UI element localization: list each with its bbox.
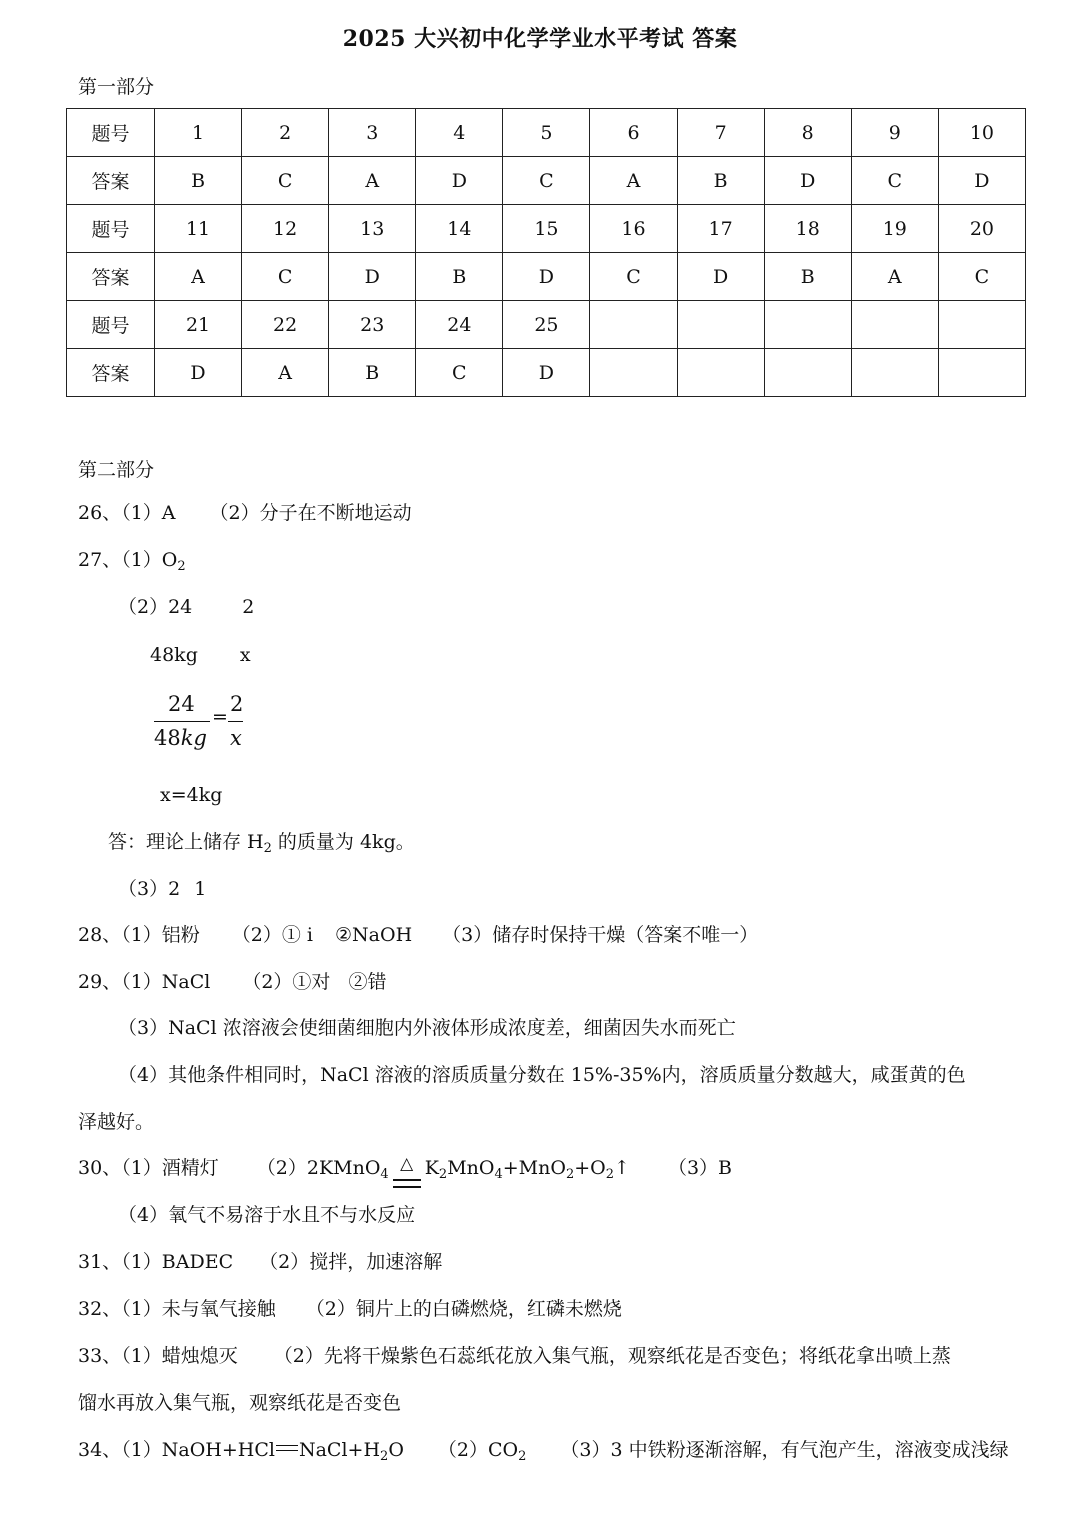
- reaction-equals-sign: [276, 1445, 298, 1451]
- q28-part1: （1）铝粉: [121, 924, 200, 946]
- q34-part2: $(2)CO_2$: [437, 1439, 527, 1464]
- q27-part1: （1）O: [121, 549, 178, 571]
- q29-part2b: ②错: [348, 971, 387, 993]
- question-number-cell: 16: [590, 205, 677, 253]
- answer-row: [67, 253, 1026, 301]
- answer-cell: D: [416, 157, 503, 205]
- answer-cell: A: [155, 253, 242, 301]
- question-number-cell: [590, 301, 677, 349]
- answer-cell: C: [851, 157, 938, 205]
- question-number-cell: 13: [329, 205, 416, 253]
- q27-part3: （3）2 1: [118, 878, 207, 900]
- question-number-cell: 10: [938, 109, 1025, 157]
- answer-cell: C: [242, 157, 329, 205]
- q32-line: 32、（1）未与氧气接触 （2）铜片上的白磷燃烧，红磷未燃烧: [78, 1298, 622, 1320]
- question-number-cell: 17: [677, 205, 764, 253]
- answer-cell: A: [851, 253, 938, 301]
- q26-part2: （2）分子在不断地运动: [209, 502, 412, 524]
- q31-part1: （1）BADEC: [121, 1251, 234, 1273]
- answer-cell: C: [938, 253, 1025, 301]
- q27-answer: 答：理论上储存 $H_2$ 的质量为 4kg。: [108, 831, 415, 856]
- equals-sign: =: [212, 706, 228, 728]
- answer-cell: D: [503, 253, 590, 301]
- question-number-cell: 4: [416, 109, 503, 157]
- q29-part1: （1）NaCl: [121, 971, 211, 993]
- answer-cell: D: [155, 349, 242, 397]
- question-number-cell: 20: [938, 205, 1025, 253]
- question-number-cell: [764, 301, 851, 349]
- q26-line: [78, 500, 412, 526]
- question-number-cell: 22: [242, 301, 329, 349]
- question-number-row: [67, 109, 1026, 157]
- question-number-cell: 24: [416, 301, 503, 349]
- answer-cell: B: [677, 157, 764, 205]
- q27-result: x=4kg: [160, 784, 223, 806]
- q30-part3: （3）B: [667, 1157, 732, 1179]
- question-number-row: [67, 301, 1026, 349]
- fraction1-bar: [154, 721, 210, 722]
- answer-cell: D: [677, 253, 764, 301]
- row-header-answer: 答案: [67, 349, 155, 397]
- q28-part3: （3）储存时保持干燥（答案不唯一）: [442, 924, 759, 946]
- answer-cell: B: [155, 157, 242, 205]
- q29-part2: （2）①对: [242, 971, 331, 993]
- question-number-cell: 19: [851, 205, 938, 253]
- question-number-cell: [677, 301, 764, 349]
- q29-line1: 29、（1）NaCl （2）①对 ②错: [78, 971, 387, 993]
- q28-part2: （2）① i: [231, 924, 313, 946]
- question-number-cell: 12: [242, 205, 329, 253]
- answer-row: [67, 349, 1026, 397]
- q33-part1: （1）蜡烛熄灭: [121, 1345, 238, 1367]
- question-number-cell: 6: [590, 109, 677, 157]
- q27-proportion-equation: [150, 690, 250, 756]
- row-header-question: 题号: [67, 205, 155, 253]
- q28-line: 28、（1）铝粉 （2）① i ②NaOH （3）储存时保持干燥（答案不唯一）: [78, 924, 759, 946]
- question-number-cell: 2: [242, 109, 329, 157]
- question-number-cell: 9: [851, 109, 938, 157]
- row-header-answer: 答案: [67, 253, 155, 301]
- q27-number: 27、: [78, 549, 122, 571]
- q33-part2-line2: 馏水再放入集气瓶，观察纸花是否变色: [78, 1392, 402, 1414]
- part2-label: 第二部分: [78, 459, 155, 481]
- fraction2-numerator: 2: [230, 692, 244, 716]
- answer-cell: C: [416, 349, 503, 397]
- answer-cell: D: [503, 349, 590, 397]
- answer-cell: D: [329, 253, 416, 301]
- q34-part3: （3）3 中铁粉逐渐溶解，有气泡产生，溶液变成浅绿: [560, 1439, 1009, 1461]
- question-number-cell: 7: [677, 109, 764, 157]
- q27-row2-a: 48kg: [150, 644, 198, 666]
- answer-cell: D: [938, 157, 1025, 205]
- question-number-row: [67, 205, 1026, 253]
- q33-part2-line1: （2）先将干燥紫色石蕊纸花放入集气瓶，观察纸花是否变色；将纸花拿出喷上蒸: [273, 1345, 951, 1367]
- q27-part2-a: （2）24: [118, 596, 193, 618]
- q28-part2b: ②NaOH: [335, 924, 413, 946]
- question-number-cell: 8: [764, 109, 851, 157]
- answer-cell: B: [764, 253, 851, 301]
- q27-line2: [118, 594, 254, 620]
- answer-cell: A: [242, 349, 329, 397]
- question-number-cell: [938, 301, 1025, 349]
- question-number-cell: 14: [416, 205, 503, 253]
- question-number-cell: 15: [503, 205, 590, 253]
- row-header-question: 题号: [67, 301, 155, 349]
- page-title: 2025 大兴初中化学学业水平考试 答案: [342, 26, 738, 52]
- q33-line1: 33、（1）蜡烛熄灭 （2）先将干燥紫色石蕊纸花放入集气瓶，观察纸花是否变色；将纸花拿出喷上蒸: [78, 1345, 951, 1367]
- question-number-cell: 21: [155, 301, 242, 349]
- question-number-cell: 5: [503, 109, 590, 157]
- q30-part1: （1）酒精灯: [121, 1157, 219, 1179]
- q30-equation: （2）2KMnO$_4$△ $K_2MnO_4+MnO_2+O_2↑$: [257, 1157, 630, 1179]
- q34-part1: （1）NaOH+HCl $NaCl+H_2O$: [121, 1439, 404, 1464]
- q27-line3: [150, 642, 251, 668]
- fraction2-bar: [228, 721, 243, 722]
- answer-cell: [677, 349, 764, 397]
- q26-part1: （1）A: [121, 502, 176, 524]
- answer-cell: [938, 349, 1025, 397]
- heat-condition-mark: △: [389, 1155, 425, 1182]
- q29-part4-line2: 泽越好。: [78, 1111, 155, 1133]
- q31-part2: （2）搅拌，加速溶解: [259, 1251, 443, 1273]
- question-number-cell: [851, 301, 938, 349]
- q29-part4-line1: （4）其他条件相同时，NaCl 溶液的溶质质量分数在 15%-35%内，溶质质量分数越大，咸蛋黄的色: [118, 1064, 966, 1086]
- answer-cell: C: [242, 253, 329, 301]
- fraction1-denominator: 48kg: [154, 726, 207, 750]
- question-number-cell: 11: [155, 205, 242, 253]
- question-number-cell: 25: [503, 301, 590, 349]
- row-header-question: 题号: [67, 109, 155, 157]
- q34-line: 34、（1）NaOH+HCl $NaCl+H_2O$ $(2)CO_2$ （3）3 中铁粉逐渐溶解，有气泡产生，溶液变成浅绿: [78, 1439, 1009, 1464]
- q27-part2-b: 2: [242, 596, 255, 618]
- row-header-answer: 答案: [67, 157, 155, 205]
- multiple-choice-answer-table: [66, 108, 1026, 397]
- question-number-cell: 18: [764, 205, 851, 253]
- fraction2-denominator: x: [230, 726, 242, 750]
- q27-part1-subscript: 2: [177, 559, 186, 574]
- q31-line: 31、（1）BADEC （2）搅拌，加速溶解: [78, 1251, 443, 1273]
- answer-cell: [590, 349, 677, 397]
- q32-part2: （2）铜片上的白磷燃烧，红磷未燃烧: [305, 1298, 622, 1320]
- part1-label: 第一部分: [78, 76, 155, 98]
- answer-cell: B: [329, 349, 416, 397]
- q29-part3: （3）NaCl 浓溶液会使细菌细胞内外液体形成浓度差，细菌因失水而死亡: [118, 1017, 736, 1039]
- question-number-cell: 1: [155, 109, 242, 157]
- answer-cell: B: [416, 253, 503, 301]
- answer-cell: [764, 349, 851, 397]
- q30-line1: 30、（1）酒精灯 （2）2KMnO$_4$△ $K_2MnO_4+MnO_2+O_2↑$ （3）B: [78, 1155, 732, 1188]
- question-number-cell: 3: [329, 109, 416, 157]
- answer-cell: A: [590, 157, 677, 205]
- answer-cell: A: [329, 157, 416, 205]
- q27-line1: [78, 547, 186, 580]
- q27-row2-b: x: [239, 644, 251, 666]
- answer-cell: D: [764, 157, 851, 205]
- fraction1-numerator: 24: [168, 692, 195, 716]
- question-number-cell: 23: [329, 301, 416, 349]
- q30-part4: （4）氧气不易溶于水且不与水反应: [118, 1204, 416, 1226]
- answer-cell: [851, 349, 938, 397]
- answer-cell: C: [503, 157, 590, 205]
- q26-number: 26、: [78, 502, 122, 524]
- answer-row: [67, 157, 1026, 205]
- answer-cell: C: [590, 253, 677, 301]
- q32-part1: （1）未与氧气接触: [121, 1298, 276, 1320]
